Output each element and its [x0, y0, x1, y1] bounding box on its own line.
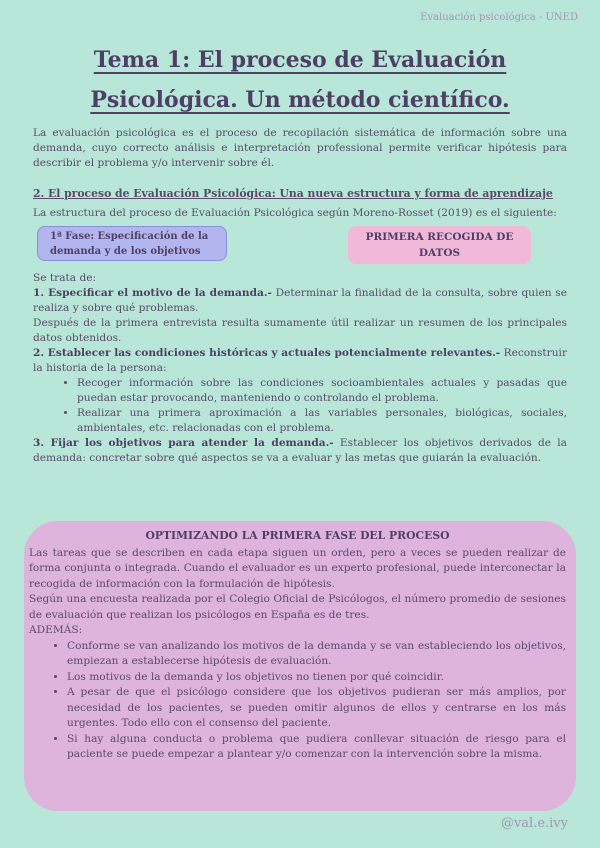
step-1-title: 1. Especificar el motivo de la demanda.- [33, 287, 272, 299]
optimization-box [24, 521, 576, 811]
page-title [0, 40, 600, 120]
step-3-text: Establecer los objetivos derivados de la demanda: concretar sobre qué aspectos se va a evaluar y las metas que guiarán la evaluación. [33, 437, 567, 464]
header-note: Evaluación psicológica - UNED [420, 12, 578, 23]
step-1-note: Después de la primera entrevista resulta sumamente útil realizar un resumen de los principales datos obtenidos. [33, 317, 567, 344]
list-item: • Si hay alguna conducta o problema que pudiera conllevar situación de riesgo para el paciente se puede empezar a plantear y/o comenzar con la intervención sobre la misma. [67, 732, 566, 763]
box-paragraph-2: Según una encuesta realizada por el Colegio Oficial de Psicólogos, el número promedio de sesiones de evaluación que realizan los psicólogos en España es de tres. [29, 593, 566, 621]
list-item: • Los motivos de la demanda y los objetivos no tienen por qué coincidir. [67, 670, 566, 686]
section-subtitle: La estructura del proceso de Evaluación Psicológica según Moreno-Rosset (2019) es el siguiente: [33, 207, 557, 219]
list-item: • A pesar de que el psicólogo considere que los objetivos pudieran ser más amplios, por necesidad de los pacientes, se pueden omitir algunos de ellos y centrarse en los más urgentes. Todo ello con el consenso del paciente. [67, 685, 566, 732]
section-heading: 2. El proceso de Evaluación Psicológica: Una nueva estructura y forma de aprendizaje [33, 187, 553, 200]
step-2-text: Reconstruir la historia de la persona: [33, 347, 568, 374]
phase-label-line-1: 1ª Fase: Especificación de la [50, 231, 209, 242]
box-paragraph-3: ADEMÁS: [29, 624, 83, 636]
step-1 [33, 286, 567, 316]
phase-step-badge [348, 226, 531, 264]
step-2-title: 2. Establecer las condiciones históricas y actuales potencialmente relevantes.- [33, 347, 501, 359]
steps-section [33, 271, 567, 466]
author-signature: @val.e.ivy [500, 816, 568, 831]
step-3 [33, 436, 567, 466]
step-1-text: Determinar la finalidad de la consulta, sobre quien se realiza y sobre qué problemas. [33, 287, 567, 314]
step-2 [33, 346, 567, 376]
box-paragraph-1: Las tareas que se describen en cada etapa siguen un orden, pero a veces se pueden realizar de forma conjunta o integrada. Cuando el evaluador es un experto profesional, puede interconectar la recogida de información con la formulación de hipótesis. [29, 546, 566, 590]
intro-paragraph: La evaluación psicológica es el proceso de recopilación sistemática de información sobre una demanda, cuyo correcto análisis e interpretación professional permite verificar hipótesis para describir el problema y/o intervenir sobre él. [33, 127, 567, 169]
list-item: • Conforme se van analizando los motivos de la demanda y se van estableciendo los objetivos, empiezan a establecerse hipótesis de evaluación. [67, 639, 566, 670]
step-3-title: 3. Fijar los objetivos para atender la demanda.- [33, 437, 334, 449]
title-line-1: Tema 1: El proceso de Evaluación [93, 47, 507, 73]
list-item: • Recoger información sobre las condiciones socioambientales actuales y pasadas que puedan estar provocando, manteniendo o controlando el problema. [77, 376, 567, 406]
phase-label-line-2: demanda y de los objetivos [50, 246, 201, 257]
phase-label [37, 226, 227, 261]
title-line-2: Psicológica. Un método científico. [90, 87, 510, 113]
box-title: OPTIMIZANDO LA PRIMERA FASE DEL PROCESO [145, 529, 450, 542]
phase-step-line-2: DATOS [418, 247, 461, 259]
box-list [29, 639, 566, 763]
step-2-list [33, 376, 567, 436]
steps-lead: Se trata de: [33, 272, 97, 284]
phase-step-line-1: PRIMERA RECOGIDA DE [365, 231, 514, 243]
list-item: • Realizar una primera aproximación a las variables personales, biológicas, sociales, ambientales, etc. relacionadas con el problema. [77, 406, 567, 436]
